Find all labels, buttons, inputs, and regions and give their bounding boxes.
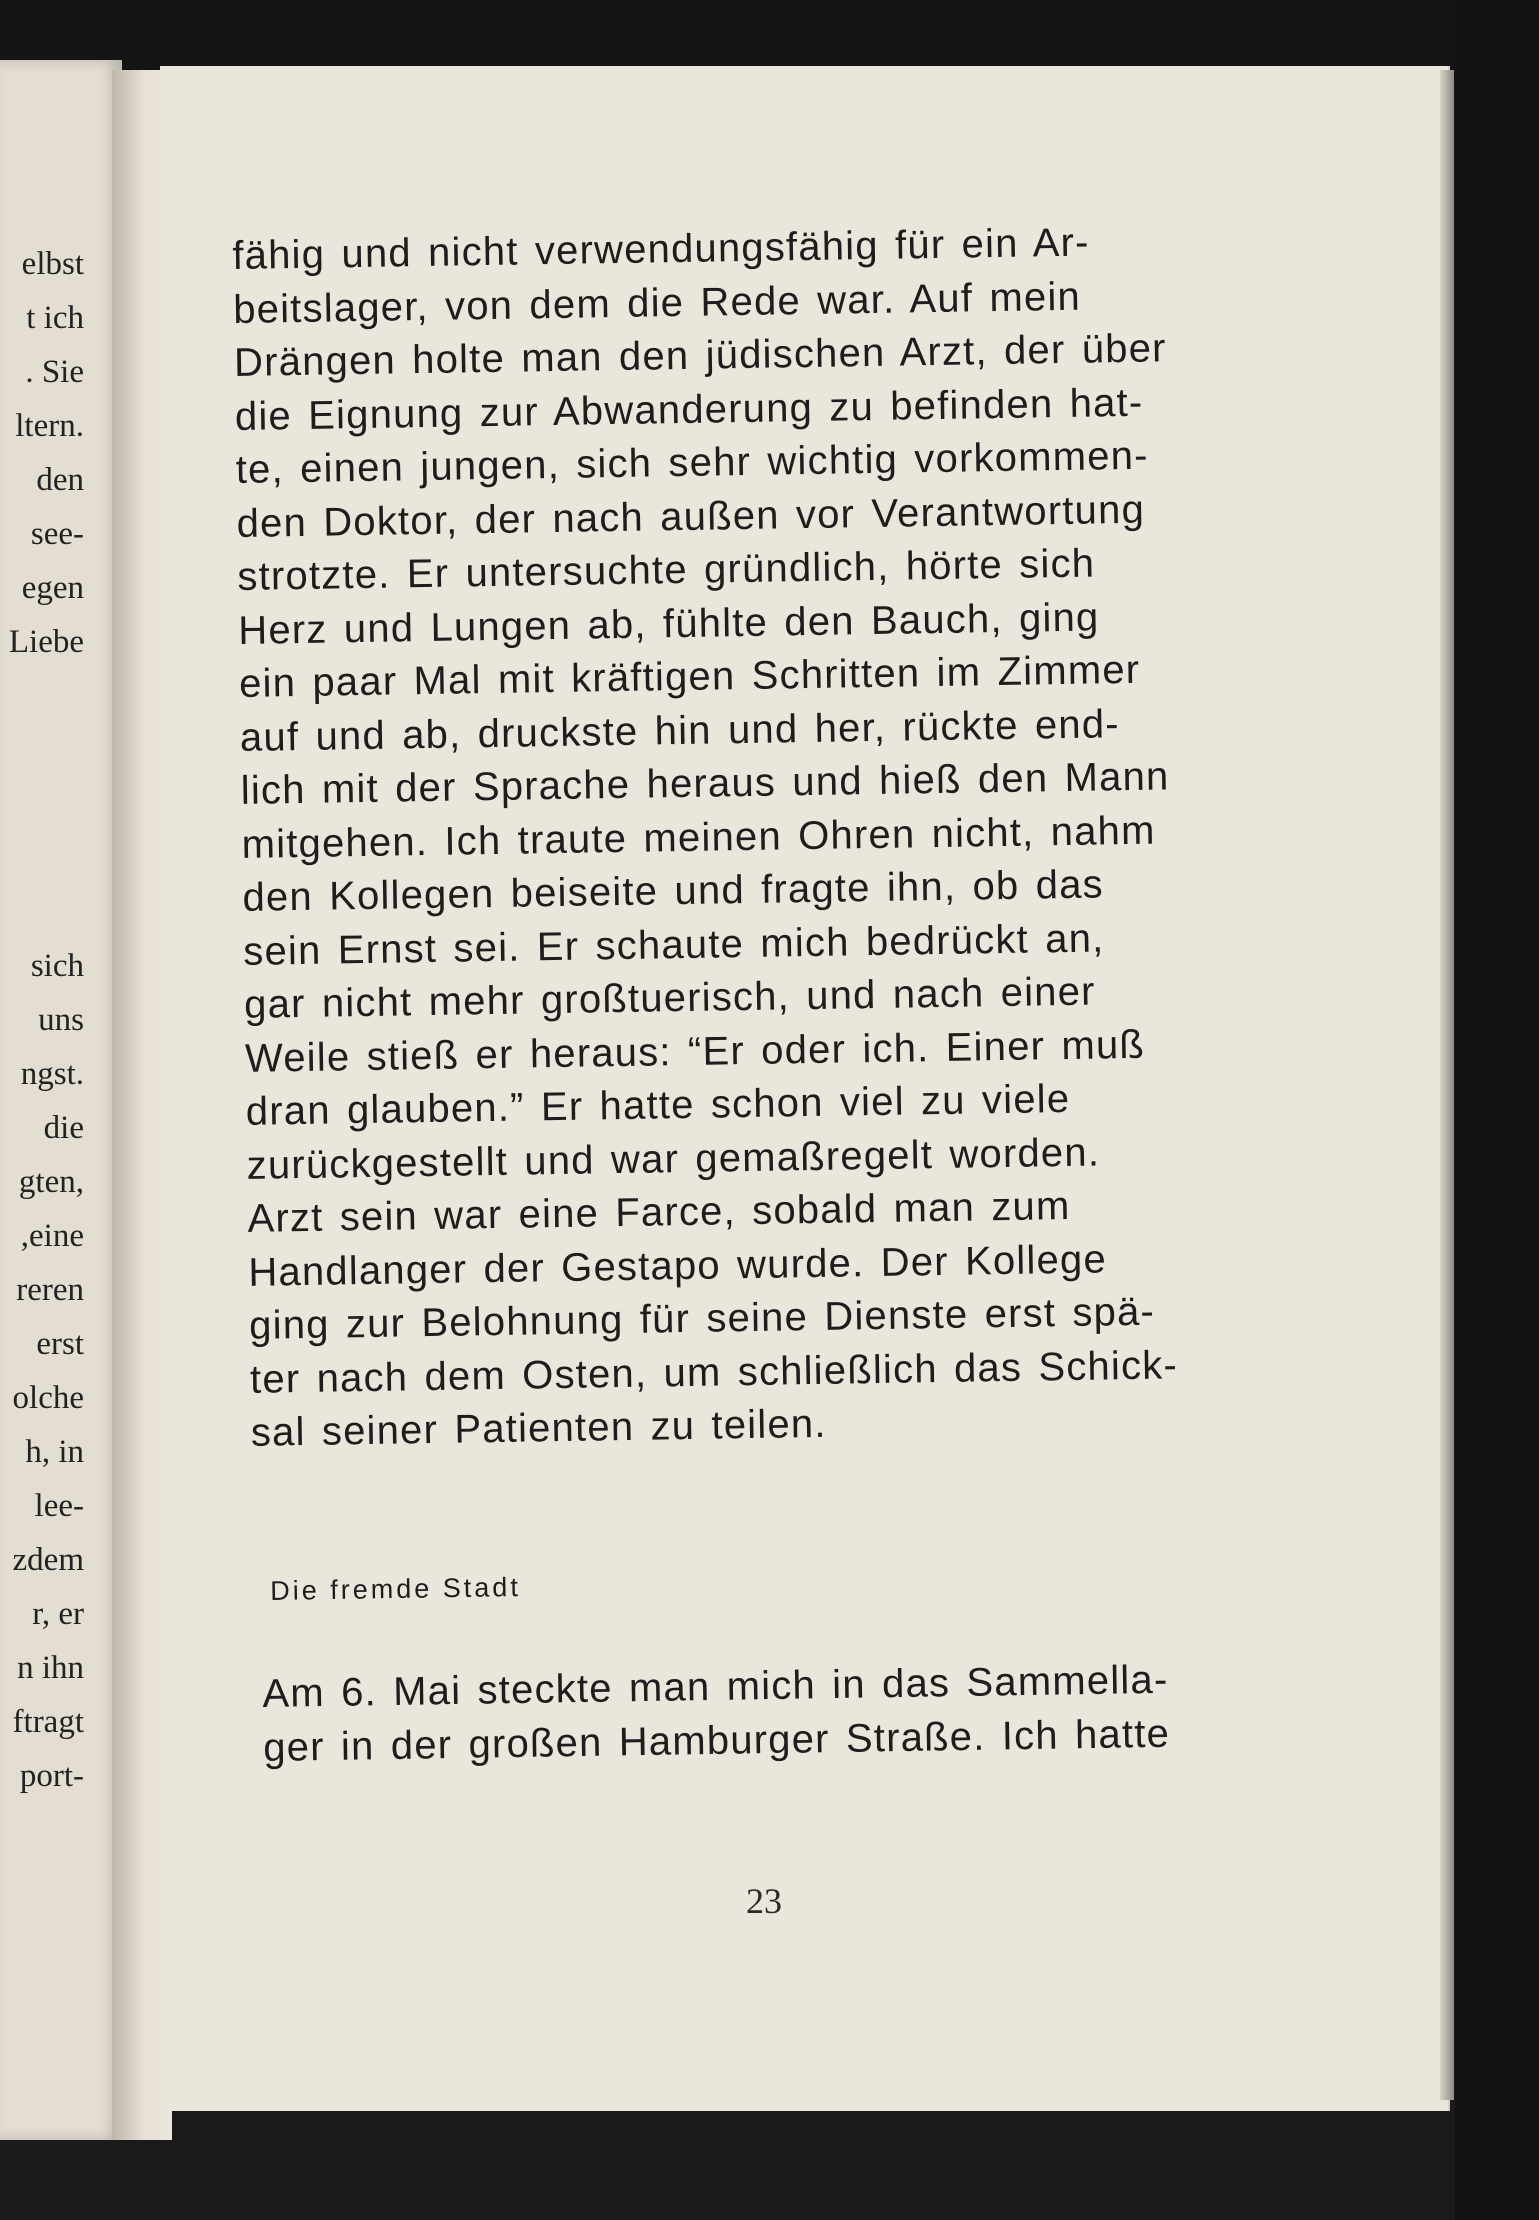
- left-page-word: ngst.: [20, 1056, 84, 1092]
- text-line: Drängen holte man den jüdischen Arzt, der über: [233, 326, 1167, 385]
- left-page-word: sich: [30, 948, 84, 984]
- text-line: ein paar Mal mit kräftigen Schritten im Zimmer: [238, 647, 1141, 706]
- left-page-word: elbst: [21, 246, 84, 282]
- left-page-word: r, er: [32, 1596, 84, 1632]
- text-line: den Doktor, der nach außen vor Verantwortung: [236, 487, 1146, 546]
- text-line: sein Ernst sei. Er schaute mich bedrückt an,: [242, 915, 1105, 974]
- left-page-word: . Sie: [25, 354, 84, 390]
- text-line: strotzte. Er untersuchte gründlich, hörte sich: [237, 541, 1096, 599]
- left-page-word: olche: [12, 1380, 84, 1416]
- text-line: sal seiner Patienten zu teilen.: [250, 1401, 827, 1455]
- text-line: ter nach dem Osten, um schließlich das Schick-: [249, 1342, 1179, 1402]
- left-page-word: egen: [21, 570, 84, 606]
- left-page-word: ,eine: [20, 1218, 84, 1254]
- left-page-word: ftragt: [12, 1704, 84, 1740]
- left-page-word: den: [36, 462, 84, 498]
- left-page-word: see-: [30, 516, 84, 552]
- left-page-word: t ich: [26, 300, 84, 336]
- text-line: den Kollegen beiseite und fragte ihn, ob das: [242, 862, 1105, 920]
- text-line: zurückgestellt und war gemaßregelt worden.: [246, 1129, 1101, 1188]
- text-line: Herz und Lungen ab, fühlte den Bauch, ging: [237, 594, 1100, 653]
- text-line: beitslager, von dem die Rede war. Auf mein: [232, 274, 1082, 332]
- text-line: te, einen jungen, sich sehr wichtig vorkommen-: [235, 433, 1149, 492]
- body-paragraph: [232, 214, 1291, 1461]
- section-heading: Die fremde Stadt: [270, 1572, 522, 1606]
- page-number: 23: [746, 1881, 782, 1921]
- text-line: lich mit der Sprache heraus und hieß den Mann: [240, 754, 1170, 813]
- text-line: mitgehen. Ich traute meinen Ohren nicht, nahm: [241, 808, 1156, 867]
- text-line: gar nicht mehr großtuerisch, und nach einer: [243, 969, 1096, 1027]
- text-line: die Eignung zur Abwanderung zu befinden hat-: [234, 380, 1144, 439]
- left-page-word: h, in: [25, 1434, 84, 1470]
- text-line: Arzt sein war eine Farce, sobald man zum: [247, 1183, 1071, 1241]
- left-page-word: erst: [36, 1326, 84, 1362]
- left-page-word: port-: [19, 1758, 84, 1794]
- left-page-word: die: [43, 1110, 84, 1146]
- scan-background-right: [1455, 0, 1539, 2220]
- left-page-fragment: [0, 60, 122, 2140]
- text-line: fähig und nicht verwendungsfähig für ein Ar-: [232, 220, 1090, 278]
- text-line: ging zur Belohnung für seine Dienste erst spä-: [248, 1289, 1156, 1348]
- text-line: auf und ab, druckste hin und her, rückte end-: [239, 701, 1121, 760]
- text-line: Handlanger der Gestapo wurde. Der Kollege: [248, 1236, 1108, 1295]
- text-line: ger in der großen Hamburger Straße. Ich hatte: [262, 1711, 1171, 1770]
- left-page-word: ltern.: [15, 408, 84, 444]
- left-page-word: Liebe: [8, 624, 84, 660]
- section-paragraph: [262, 1652, 1274, 1775]
- text-line: dran glauben.” Er hatte schon viel zu viele: [245, 1076, 1071, 1134]
- text-line: Am 6. Mai steckte man mich in das Sammella-: [262, 1657, 1169, 1716]
- left-page-word: gten,: [18, 1164, 84, 1200]
- left-page-word: reren: [16, 1272, 84, 1308]
- left-page-word: n ihn: [17, 1650, 84, 1686]
- page-edge: [1440, 70, 1454, 2100]
- left-page-word: uns: [38, 1002, 84, 1038]
- left-page-word: zdem: [12, 1542, 84, 1578]
- left-page-word: lee-: [34, 1488, 84, 1524]
- text-line: Weile stieß er heraus: “Er oder ich. Einer muß: [244, 1022, 1146, 1081]
